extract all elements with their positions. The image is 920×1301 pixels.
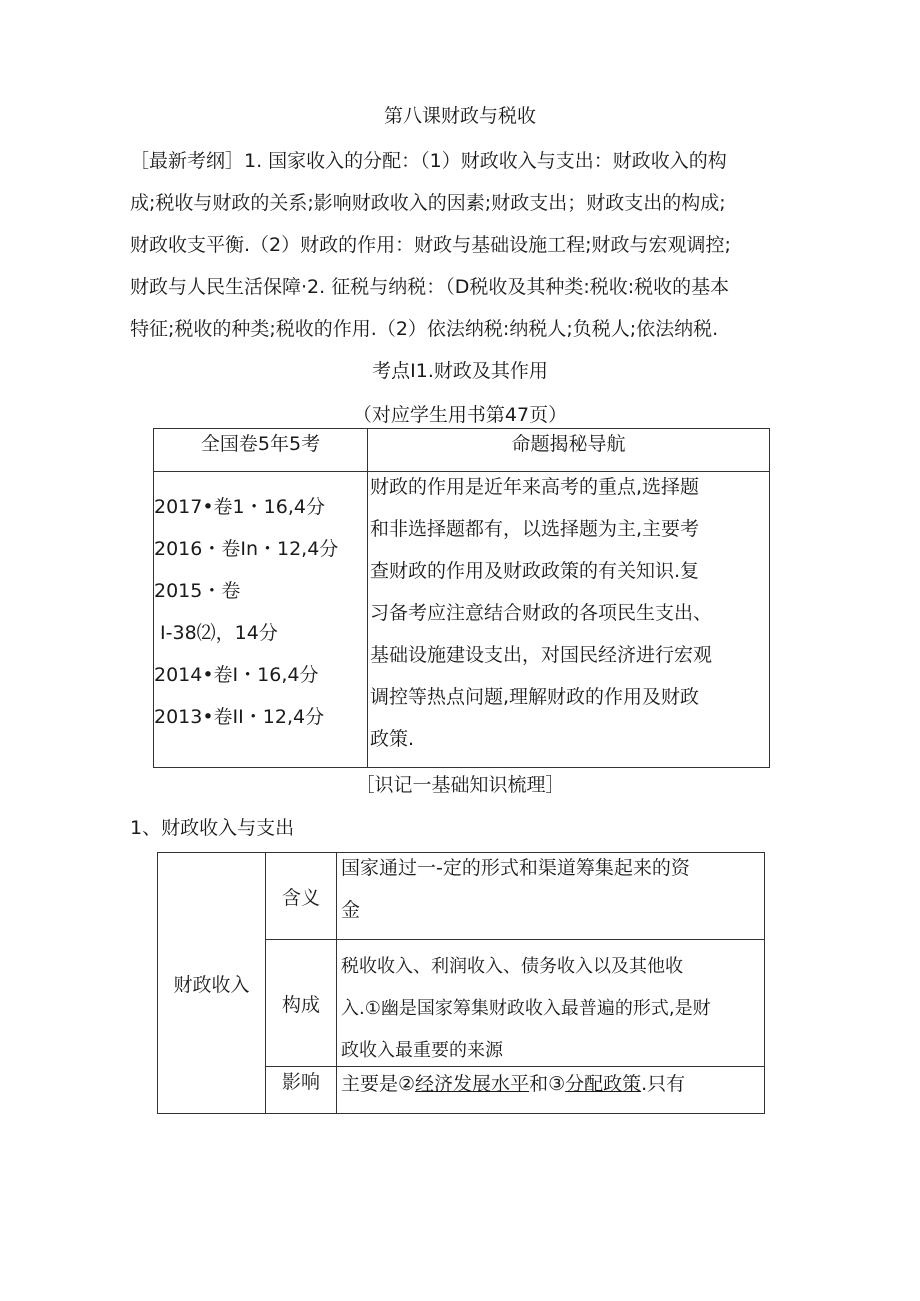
- item-heading: 1、财政收入与支出: [130, 817, 295, 839]
- nav-line: 调控等热点问题,理解财政的作用及财政: [370, 686, 700, 708]
- book-reference: （对应学生用书第47页）: [352, 404, 568, 426]
- content-line: 国家通过一-定的形式和渠道筹集起来的资: [341, 857, 690, 879]
- content-line: 税收收入、利润收入、债务收入以及其他收: [341, 956, 683, 977]
- row-key: 含义: [266, 853, 337, 940]
- year-entry: 2017•卷1・16,4分: [154, 496, 325, 518]
- syllabus-line: 成;税收与财政的关系;影响财政收入的因素;财政支出；财政支出的构成;: [130, 192, 726, 214]
- year-entry: 2013•卷II・12,4分: [154, 706, 325, 728]
- content-text: .只有: [641, 1073, 686, 1095]
- underlined-term: 经济发展水平: [415, 1073, 530, 1095]
- nav-line: 政策.: [370, 728, 415, 750]
- year-entry: I-38⑵，14分: [154, 622, 278, 644]
- page-title: 第八课财政与税收: [383, 105, 536, 127]
- nav-line: 基础设施建设支出，对国民经济进行宏观: [370, 644, 713, 666]
- content-text: 主要是②: [341, 1073, 416, 1095]
- syllabus-line: 财政与人民生活保障·2. 征税与纳税：（D税收及其种类:税收:税收的基本: [130, 276, 730, 298]
- content-line: 金: [341, 899, 361, 921]
- row-content: [337, 940, 765, 1067]
- section-title: 考点I1.财政及其作用: [372, 360, 548, 382]
- content-text: 和③: [529, 1073, 566, 1095]
- syllabus-line: 财政收支平衡.（2）财政的作用：财政与基础设施工程;财政与宏观调控;: [130, 234, 731, 256]
- nav-line: 财政的作用是近年来高考的重点,选择题: [370, 476, 700, 498]
- row-label: 财政收入: [158, 853, 266, 1114]
- navigation-cell: [368, 472, 770, 768]
- year-entry: 2014•卷I・16,4分: [154, 664, 319, 686]
- exam-table: [153, 428, 770, 768]
- fiscal-revenue-table: [157, 852, 765, 1114]
- row-key: 影响: [266, 1067, 337, 1114]
- table-header: 命题揭秘导航: [368, 429, 770, 472]
- year-entry: 2016・卷In・12,4分: [154, 538, 339, 560]
- syllabus-line: ［最新考纲］1. 国家收入的分配：（1）财政收入与支出：财政收入的构: [130, 150, 727, 172]
- row-key: 构成: [266, 940, 337, 1067]
- syllabus-line: 特征;税收的种类;税收的作用.（2）依法纳税:纳税人;负税人;依法纳税.: [130, 318, 719, 340]
- row-content: [337, 1067, 765, 1114]
- table-header: 全国卷5年5考: [154, 429, 368, 472]
- nav-line: 和非选择题都有，以选择题为主,主要考: [370, 518, 700, 540]
- nav-line: 习备考应注意结合财政的各项民生支出、: [370, 602, 713, 624]
- row-content: [337, 853, 765, 940]
- underlined-term: 分配政策: [565, 1073, 642, 1095]
- year-entry: 2015・卷: [154, 580, 241, 602]
- nav-line: 查财政的作用及财政政策的有关知识.复: [370, 560, 700, 582]
- knowledge-heading: ［识记一基础知识梳理］: [355, 774, 565, 796]
- content-line: 入.①幽是国家筹集财政收入最普遍的形式,是财: [341, 998, 711, 1019]
- years-cell: [154, 472, 368, 768]
- content-line: 政收入最重要的来源: [341, 1040, 503, 1061]
